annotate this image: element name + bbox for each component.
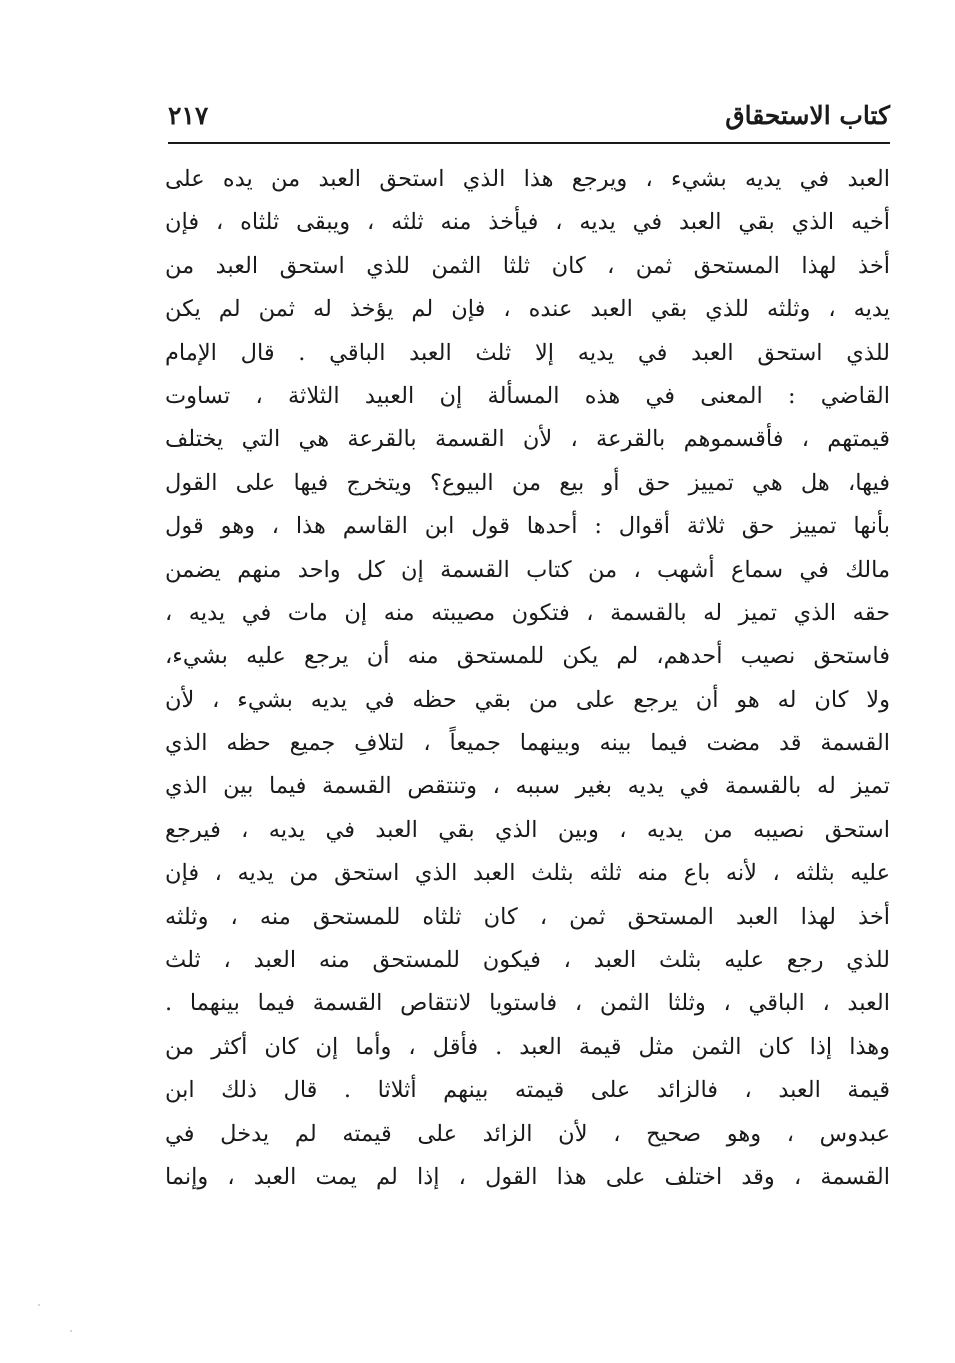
text-line: وهذا إذا كان الثمن مثل قيمة العبد . فأقل ، وأما إن كان أكثر من	[165, 1033, 890, 1060]
text-line: عبدوس ، وهو صحيح ، لأن الزائد على قيمته لم يدخل في	[165, 1120, 890, 1147]
text-line: قيمة العبد ، فالزائد على قيمته بينهم أثلاثا . قال ذلك ابن	[165, 1077, 890, 1104]
body-text	[165, 158, 890, 1199]
text-line: فيها، هل هي تمييز حق أو بيع من البيوع؟ ويتخرج فيها على القول	[165, 469, 890, 496]
text-line: أخذ لهذا العبد المستحق ثمن ، كان ثلثاه للمستحق منه ، وثلثه	[165, 903, 890, 930]
text-line: ولا كان له هو أن يرجع على من بقي حظه في يديه بشيء ، لأن	[165, 686, 890, 713]
text-line: القسمة ، وقد اختلف على هذا القول ، إذا لم يمت العبد ، وإنما	[165, 1163, 890, 1190]
text-line: العبد ، الباقي ، وثلثا الثمن ، فاستويا لانتقاص القسمة فيما بينهما .	[165, 990, 890, 1017]
text-line: العبد في يديه بشيء ، ويرجع هذا الذي استحق العبد من يده على	[165, 166, 890, 192]
text-line: مالك في سماع أشهب ، من كتاب القسمة إن كل واحد منهم يضمن	[165, 556, 890, 583]
text-line: عليه بثلثه ، لأنه باع منه ثلثه بثلث العبد الذي استحق من يديه ، فإن	[165, 860, 890, 887]
scan-specks	[30, 1300, 90, 1340]
text-line: استحق نصيبه من يديه ، وبين الذي بقي العبد في يديه ، فيرجع	[165, 816, 890, 843]
text-line: للذي استحق العبد في يديه إلا ثلث العبد الباقي . قال الإمام	[165, 339, 890, 366]
text-line: حقه الذي تميز له بالقسمة ، فتكون مصيبته منه إن مات في يديه ،	[165, 599, 890, 626]
running-header	[168, 92, 890, 144]
text-line: للذي رجع عليه بثلث العبد ، فيكون للمستحق منه العبد ، ثلث	[165, 947, 890, 974]
text-line: تميز له بالقسمة في يديه بغير سببه ، وتنتقص القسمة فيما بين الذي	[165, 773, 890, 800]
text-line: أخيه الذي بقي العبد في يديه ، فيأخذ منه ثلثه ، ويبقى ثلثاه ، فإن	[165, 209, 890, 236]
text-line: القاضي : المعنى في هذه المسألة إن العبيد الثلاثة ، تساوت	[165, 382, 890, 409]
text-line: قيمتهم ، فأقسموهم بالقرعة ، لأن القسمة بالقرعة هي التي يختلف	[165, 426, 890, 453]
text-line: يديه ، وثلثه للذي بقي العبد عنده ، فإن لم يؤخذ له ثمن لم يكن	[165, 296, 890, 323]
text-line: القسمة قد مضت فيما بينه وبينهما جميعاً ، لتلافِ جميع حظه الذي	[165, 730, 890, 757]
text-line: بأنها تمييز حق ثلاثة أقوال : أحدها قول ابن القاسم هذا ، وهو قول	[165, 513, 890, 540]
page-number: ٢١٧	[168, 101, 209, 130]
text-line: فاستحق نصيب أحدهم، لم يكن للمستحق منه أن يرجع عليه بشيء،	[165, 643, 890, 670]
text-line: أخذ لهذا المستحق ثمن ، كان ثلثا الثمن للذي استحق العبد من	[165, 252, 890, 279]
book-title: كتاب الاستحقاق	[725, 101, 890, 130]
